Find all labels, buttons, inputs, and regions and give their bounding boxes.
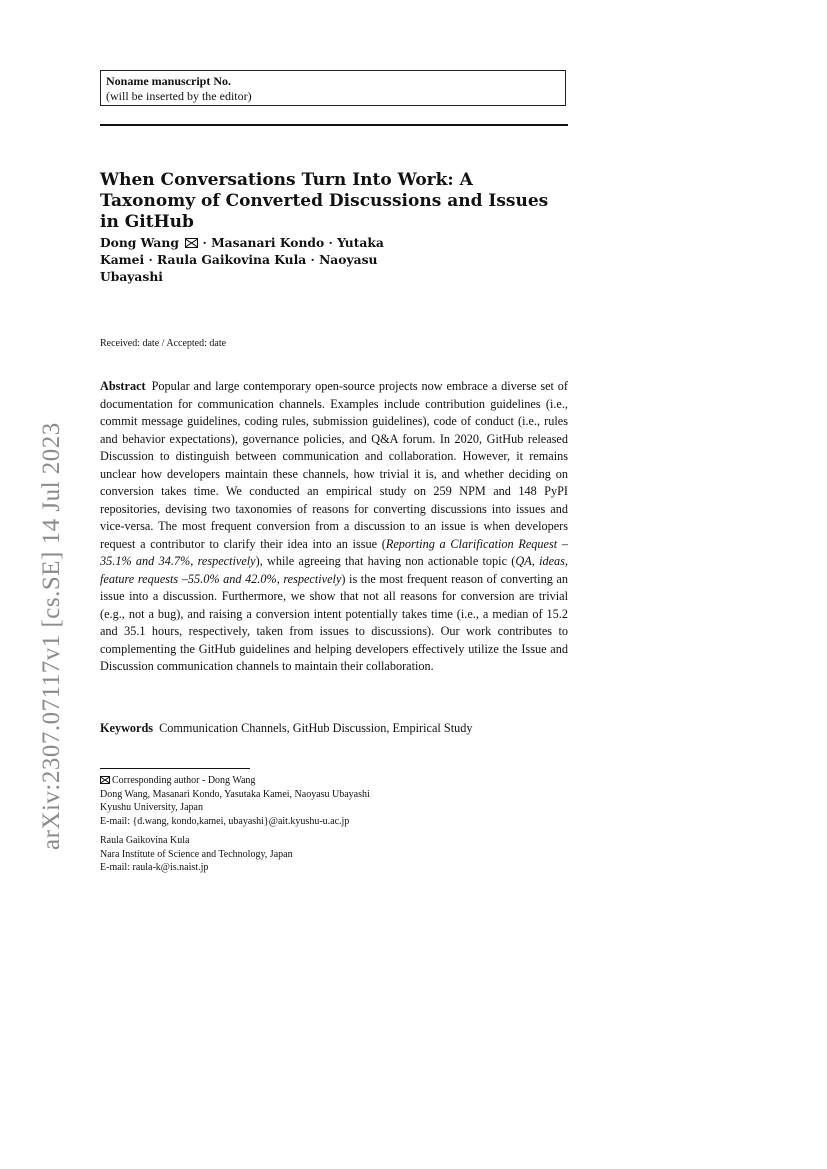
- abstract-label: Abstract: [100, 379, 146, 393]
- abstract-emphasis: Reporting a Clarification Request –35.1% and 34.7%, respectively: [100, 536, 568, 568]
- envelope-icon: [185, 238, 198, 248]
- received-date: Received: date / Accepted: date: [100, 338, 227, 349]
- envelope-icon: [100, 776, 110, 784]
- author-name: Masanari Kondo: [211, 235, 325, 250]
- author-separator: ·: [202, 235, 207, 250]
- keywords-text: Communication Channels, GitHub Discussion, Empirical Study: [159, 721, 473, 735]
- abstract: [100, 378, 568, 676]
- author-separator: ·: [328, 235, 333, 250]
- manuscript-number: Noname manuscript No.: [106, 74, 231, 88]
- keywords: [100, 720, 568, 737]
- keywords-label: Keywords: [100, 721, 154, 735]
- author-separator: ·: [310, 252, 315, 267]
- affiliation-email: E-mail: raula-k@is.naist.jp: [100, 862, 209, 873]
- author-name: Naoyasu Ubayashi: [100, 252, 378, 284]
- abstract-emphasis: QA, ideas, feature requests –55.0% and 42.0%, respectively: [100, 554, 568, 586]
- abstract-text: ), while agreeing that having non actionable topic (: [255, 554, 516, 568]
- arxiv-identifier: arXiv:2307.07117v1 [cs.SE] 14 Jul 2023: [38, 422, 65, 850]
- paper-title: When Conversations Turn Into Work: A Taxonomy of Converted Discussions and Issues in GitHub: [100, 170, 549, 232]
- author-footnote: [100, 774, 568, 875]
- abstract-text: ) is the most frequent reason of converting an issue into a discussion. Furthermore, we show that not all reasons for conversion are trivial (e.g., not a bug), and raising a conversion intent potentially takes time (i.e., a median of 15.2 and 35.1 hours, respectively, taken from issues to discussions). Our work contributes to complementing the GitHub guidelines and helping developers effectively utilize the Issue and Discussion communication channels to maintain their collaboration.: [100, 571, 568, 673]
- affiliation-names: Dong Wang, Masanari Kondo, Yasutaka Kamei, Naoyasu Ubayashi: [100, 788, 370, 800]
- footnote-rule: [100, 768, 250, 769]
- author-name: Yutaka Kamei: [100, 235, 384, 267]
- affiliation-institution: Nara Institute of Science and Technology, Japan: [100, 848, 293, 860]
- header-rule: [100, 124, 568, 126]
- manuscript-note: (will be inserted by the editor): [106, 89, 252, 103]
- manuscript-box: [100, 70, 566, 106]
- author-separator: ·: [148, 252, 153, 267]
- corresponding-author: Corresponding author - Dong Wang: [112, 775, 256, 786]
- author-name: Raula Gaikovina Kula: [157, 252, 307, 267]
- author-list: [100, 234, 400, 285]
- affiliation-email: E-mail: {d.wang, kondo,kamei, ubayashi}@ait.kyushu-u.ac.jp: [100, 815, 350, 827]
- author-name: Dong Wang: [100, 235, 179, 250]
- affiliation-names: Raula Gaikovina Kula: [100, 835, 190, 846]
- affiliation-institution: Kyushu University, Japan: [100, 802, 203, 813]
- abstract-text: Popular and large contemporary open-source projects now embrace a diverse set of documentation for communication channels. Examples include contribution guidelines (i.e., commit message guidelines, coding rules, submission guidelines), code of conduct (i.e., rules and behavior expectations), governance policies, and Q&A forum. In 2020, GitHub released Discussion to distinguish between communication and collaboration. However, it remains unclear how developers maintain these channels, how trivial it is, and whether deciding on conversion takes time. We conducted an empirical study on 259 NPM and 148 PyPI repositories, devising two taxonomies of reasons for converting discussions into issues and vice-versa. The most frequent conversion from a discussion to an issue is when developers request a contributor to clarify their idea into an issue (: [100, 379, 568, 551]
